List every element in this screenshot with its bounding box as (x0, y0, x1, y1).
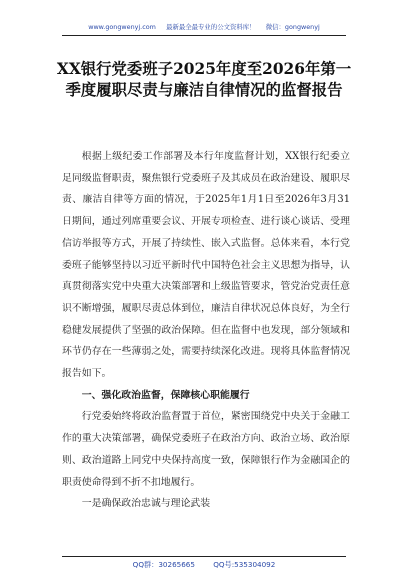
header-divider (62, 35, 346, 36)
document-body (62, 146, 350, 515)
qq-number[interactable]: QQ号:535304092 (213, 560, 276, 569)
section-heading: 一、强化政治监督，保障核心职能履行 (81, 389, 250, 401)
site-footer (62, 560, 346, 570)
site-header (62, 22, 346, 31)
wechat-contact: 微信：gongwenyj (265, 23, 320, 31)
header-separator (158, 23, 164, 31)
footer-divider (62, 556, 346, 557)
section-paragraph: 行党委始终将政治监督置于首位，紧密围绕党中央关于金融工作的重大决策部署，确保党委班子在政治方向、政治立场、政治原则、政治道路上同党中央保持高度一致，保障银行作为金融国企的职责使命得到不折不扣地履行。 (62, 411, 350, 488)
intro-paragraph: 根据上级纪委工作部署及本行年度监督计划，XX银行纪委立足同级监督职责，聚焦银行党委班子及其成员在政治建设、履职尽责、廉洁自律等方面的情况，于2025年1月1日至2026年3月31日期间，通过列席重要会议、开展专项检查、进行谈心谈话、受理信访举报等方式，开展了持续性、嵌入式监督。总体来看，本行党委班子能够坚持以习近平新时代中国特色社会主义思想为指导，认真贯彻落实党中央重大决策部署和上级监管要求，管党治党责任意识不断增强，履职尽责总体到位，廉洁自律状况总体良好，为全行稳健发展提供了坚强的政治保障。但在监督中也发现，部分领域和环节仍存在一些薄弱之处，需要持续深化改进。现将具体监督情况报告如下。 (62, 151, 350, 380)
subsection-heading: 一是确保政治忠诚与理论武装 (81, 498, 211, 510)
document-title: XX银行党委班子2025年度至2026年第一季度履职尽责与廉洁自律情况的监督报告 (56, 60, 352, 99)
website-link[interactable]: www.gongwenyj.com (88, 23, 156, 31)
site-slogan: 最新最全最专业的公文资料库！ (166, 23, 256, 31)
header-separator (258, 23, 264, 31)
qq-group[interactable]: QQ群：30265665 (132, 560, 195, 569)
